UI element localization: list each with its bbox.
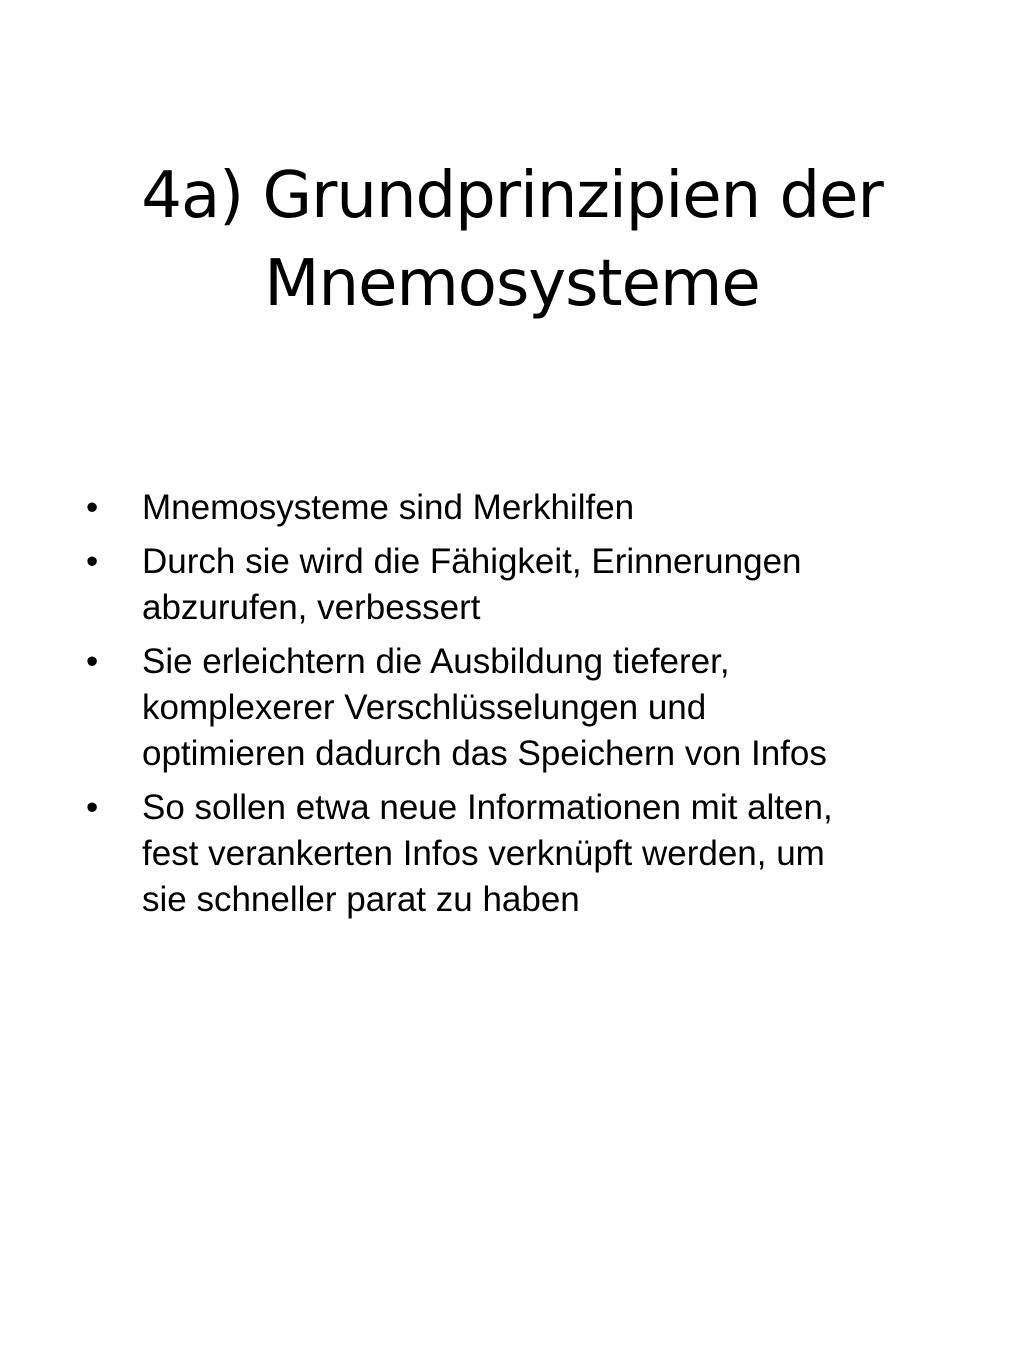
bullet-text-line: sie schneller parat zu haben xyxy=(142,880,580,919)
slide-title xyxy=(60,152,964,328)
slide-title-line: Mnemosysteme xyxy=(264,247,760,321)
bullet-icon: • xyxy=(86,788,99,827)
bullet-text-line: abzurufen, verbessert xyxy=(142,588,481,627)
slide-title-line: 4a) Grundprinzipien der xyxy=(141,159,883,233)
bullet-item xyxy=(86,639,946,777)
bullet-item xyxy=(86,785,946,923)
bullet-text-line: optimieren dadurch das Speichern von Infos xyxy=(142,734,827,773)
bullet-icon: • xyxy=(86,642,99,681)
bullet-text-line: komplexerer Verschlüsselungen und xyxy=(142,688,707,727)
bullet-text-line: So sollen etwa neue Informationen mit alten, xyxy=(142,788,833,827)
bullet-text-line: Mnemosysteme sind Merkhilfen xyxy=(142,488,635,527)
bullet-list xyxy=(86,485,946,931)
bullet-icon: • xyxy=(86,488,99,527)
bullet-text-line: Durch sie wird die Fähigkeit, Erinnerungen xyxy=(142,542,802,581)
bullet-text-line: Sie erleichtern die Ausbildung tieferer, xyxy=(142,642,730,681)
bullet-item xyxy=(86,485,946,531)
bullet-item xyxy=(86,539,946,631)
bullet-icon: • xyxy=(86,542,99,581)
bullet-text-line: fest verankerten Infos verknüpft werden, um xyxy=(142,834,825,873)
